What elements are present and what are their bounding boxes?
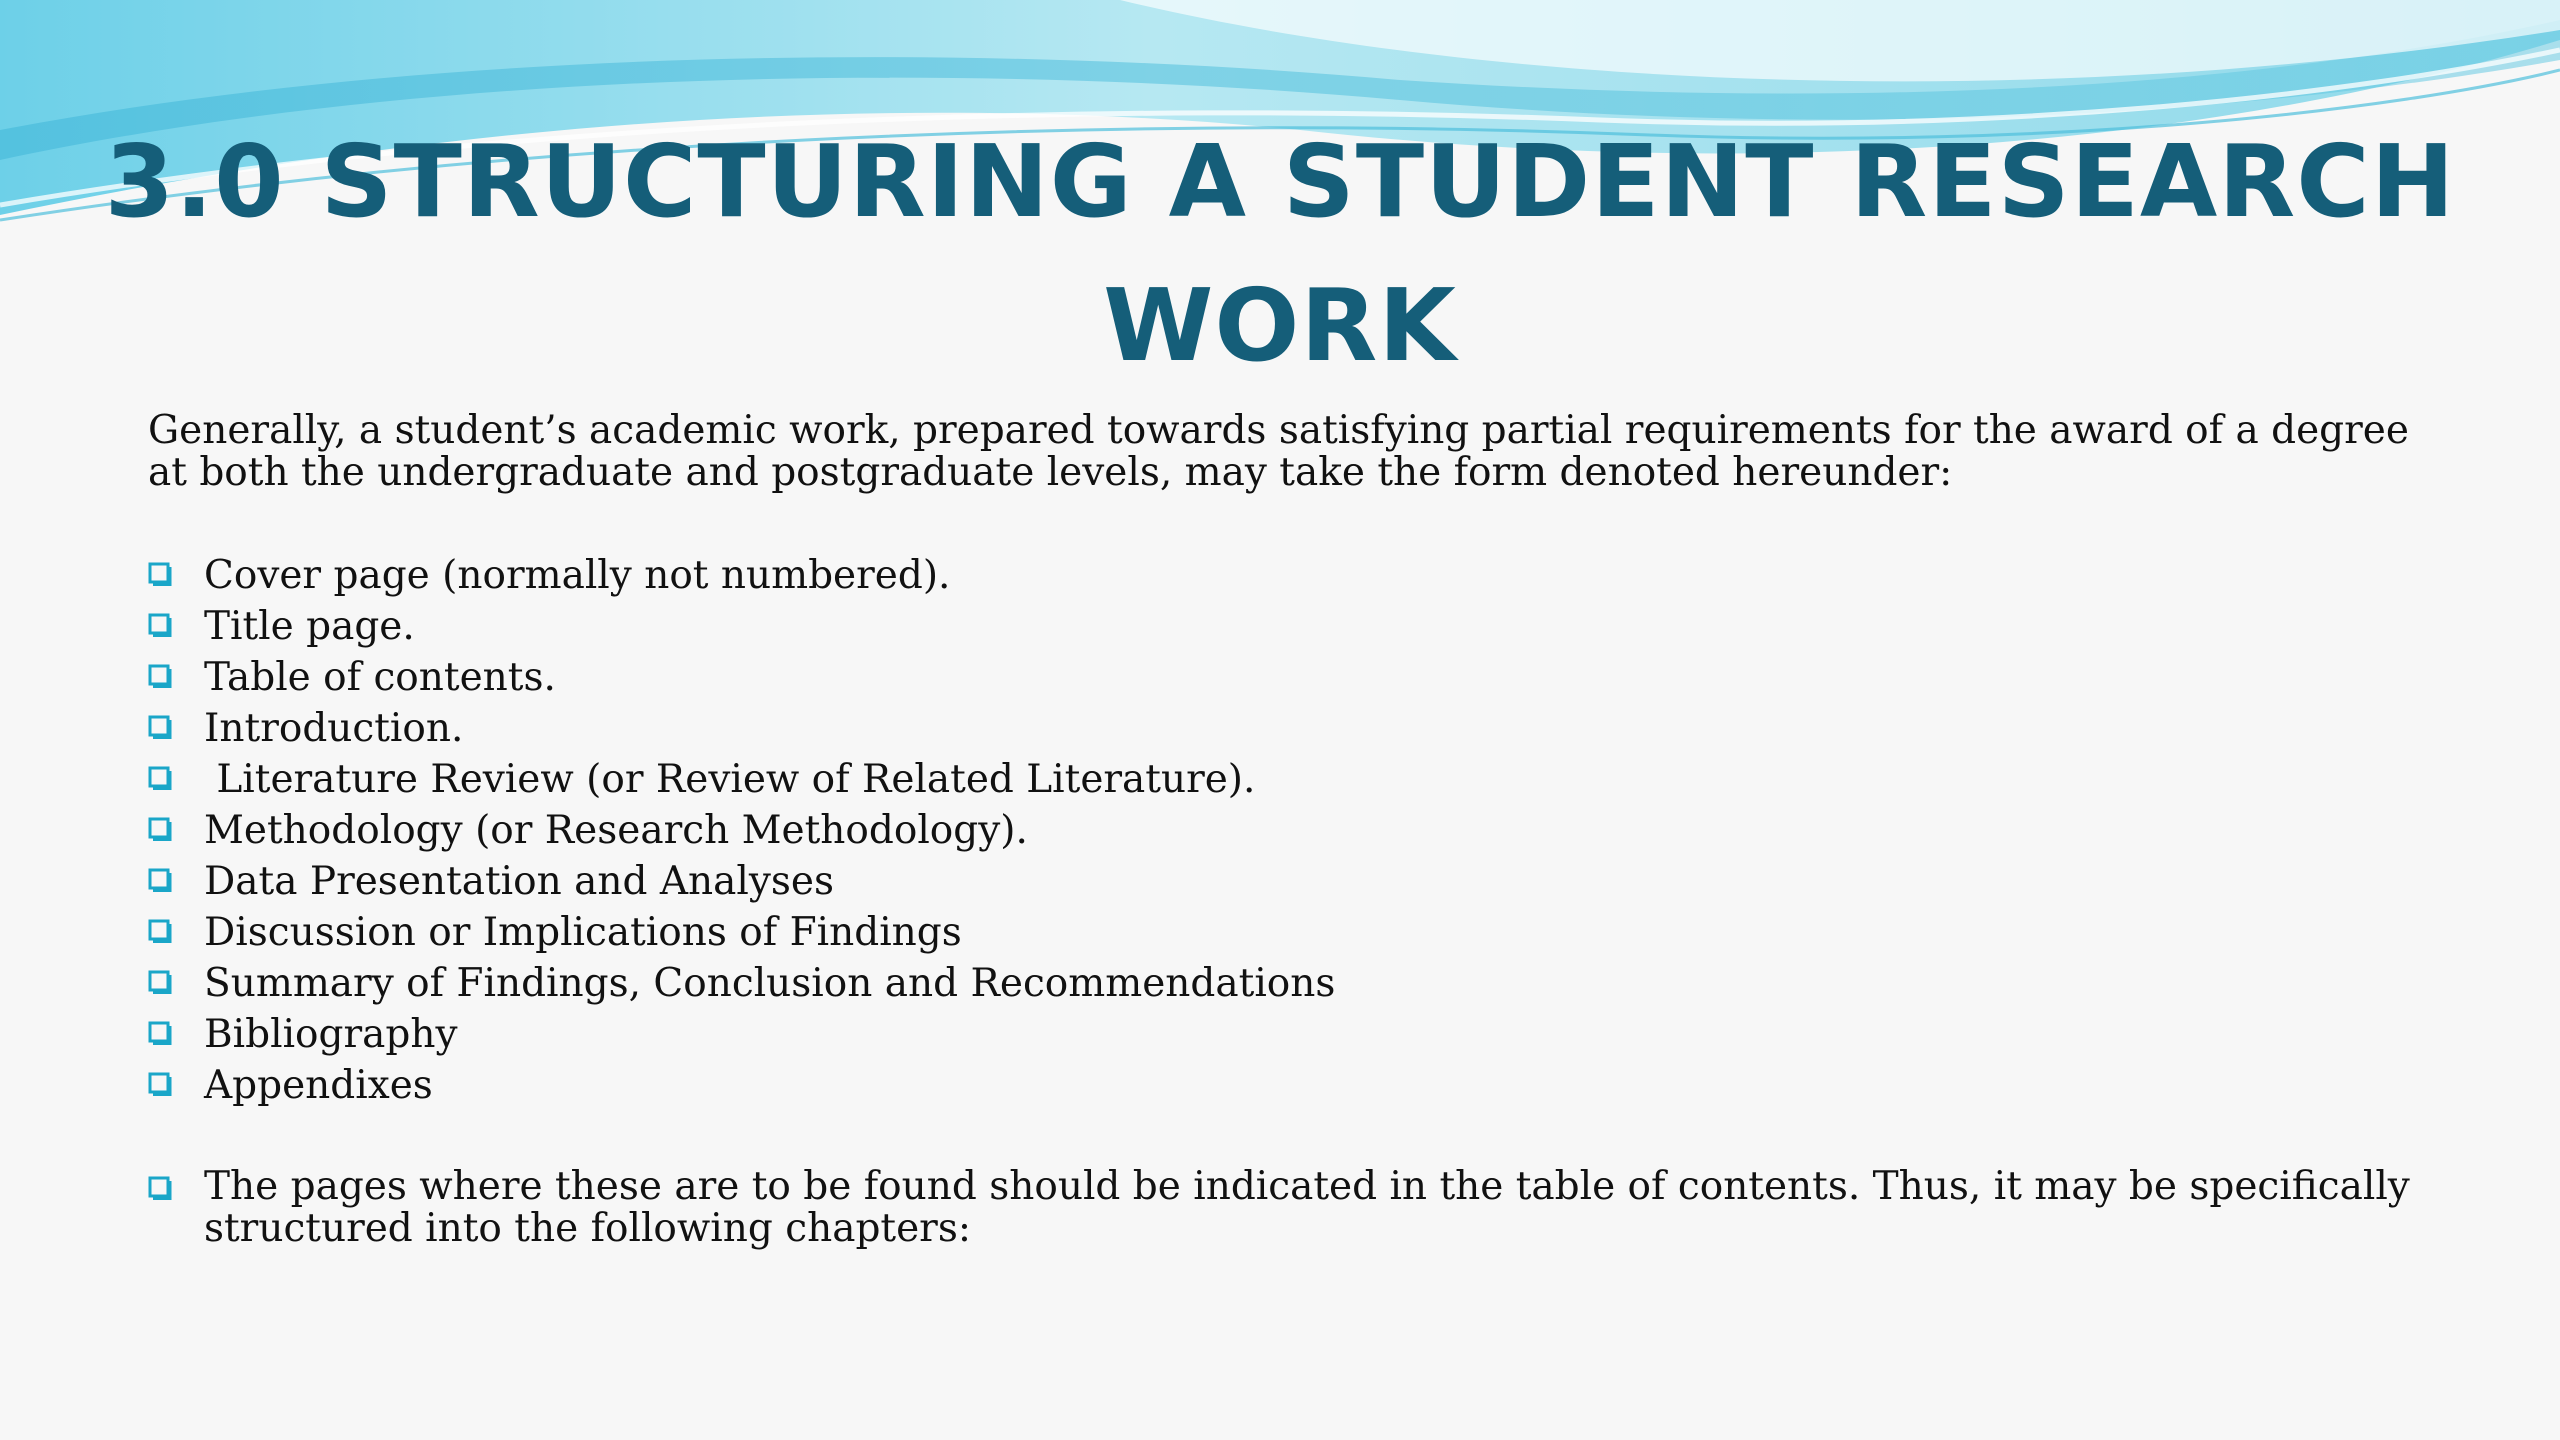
list-item <box>148 907 2448 958</box>
square-bullet-icon <box>148 868 172 892</box>
structure-list <box>148 550 2448 1111</box>
list-item-label: Discussion or Implications of Findings <box>204 910 962 955</box>
list-item-label: Bibliography <box>204 1012 458 1057</box>
square-bullet-icon <box>148 664 172 688</box>
square-bullet-icon <box>148 1021 172 1045</box>
list-item-label: Methodology (or Research Methodology). <box>204 808 1028 853</box>
square-bullet-icon <box>148 919 172 943</box>
list-item <box>148 958 2448 1009</box>
intro-paragraph: Generally, a student’s academic work, prepared towards satisfying partial requirements for the award of a degree at both the undergraduate and postgraduate levels, may take the form denoted hereunder: <box>148 408 2409 495</box>
list-item <box>148 856 2448 907</box>
list-item <box>148 754 2448 805</box>
list-item <box>148 1009 2448 1060</box>
list-item-label: Appendixes <box>204 1063 433 1108</box>
square-bullet-icon <box>148 715 172 739</box>
square-bullet-icon <box>148 766 172 790</box>
list-item <box>148 703 2448 754</box>
list-item <box>148 601 2448 652</box>
square-bullet-icon <box>148 562 172 586</box>
title-line-1: 3.0 STRUCTURING A STUDENT RESEARCH <box>104 123 2456 240</box>
list-item-label: Introduction. <box>204 706 464 751</box>
list-item <box>148 550 2448 601</box>
title-line-2: WORK <box>1103 267 1457 384</box>
square-bullet-icon <box>148 1176 172 1200</box>
list-item-label: Literature Review (or Review of Related Literature). <box>204 757 1256 802</box>
list-item <box>148 652 2448 703</box>
slide-title <box>0 110 2560 398</box>
square-bullet-icon <box>148 817 172 841</box>
square-bullet-icon <box>148 613 172 637</box>
list-item-label: Cover page (normally not numbered). <box>204 553 951 598</box>
note-text: The pages where these are to be found should be indicated in the table of contents. Thus, it may be specifically structured into the following chapters: <box>204 1164 2410 1251</box>
note-paragraph <box>148 1166 2428 1250</box>
square-bullet-icon <box>148 1072 172 1096</box>
list-item-label: Summary of Findings, Conclusion and Recommendations <box>204 961 1336 1006</box>
list-item-label: Table of contents. <box>204 655 556 700</box>
list-item <box>148 1060 2448 1111</box>
list-item-label: Data Presentation and Analyses <box>204 859 834 904</box>
list-item <box>148 805 2448 856</box>
square-bullet-icon <box>148 970 172 994</box>
list-item-label: Title page. <box>204 604 415 649</box>
